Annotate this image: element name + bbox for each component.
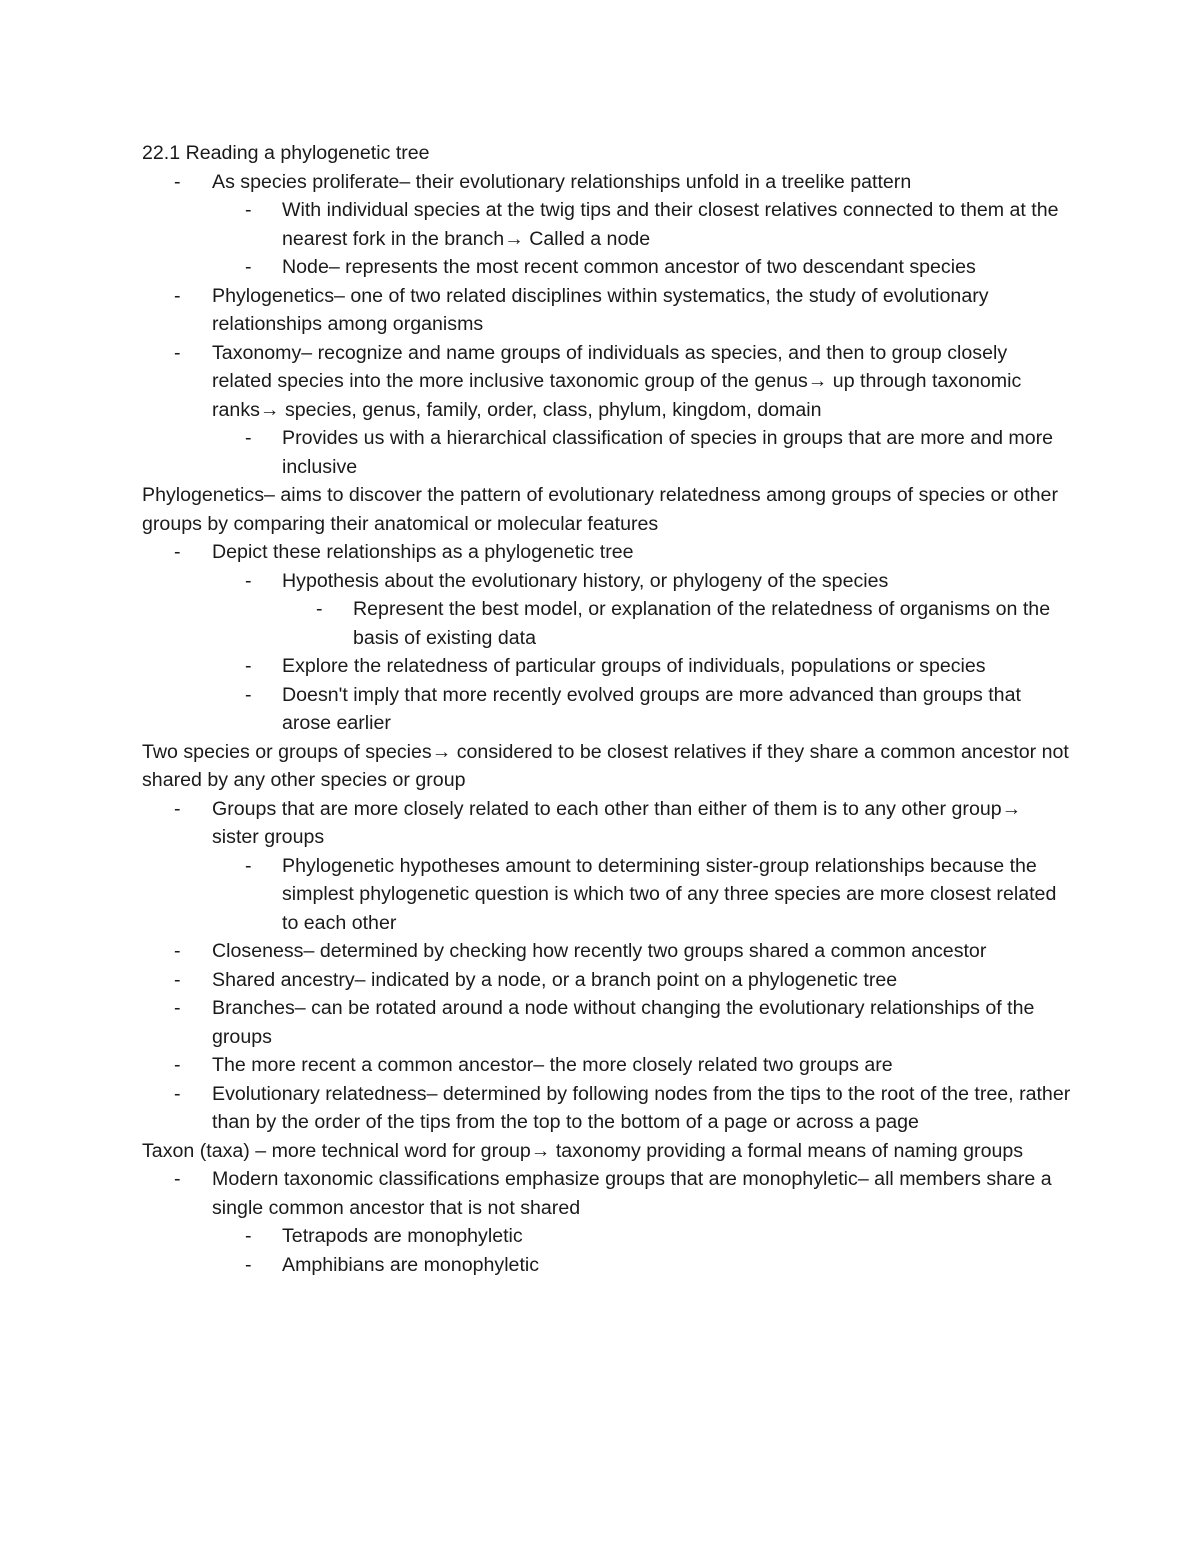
dash-bullet-icon: - bbox=[245, 569, 252, 592]
bullet-item bbox=[142, 937, 1072, 966]
line-text: Phylogenetic hypotheses amount to determining sister-group relationships because the simplest phylogenetic question is which two of any three species are more closest related to each other bbox=[282, 854, 1057, 934]
dash-bullet-icon: - bbox=[174, 968, 181, 991]
dash-bullet-icon: - bbox=[245, 256, 252, 278]
line-text: Closeness– determined by checking how recently two groups shared a common ancestor bbox=[212, 940, 987, 962]
line-text: Amphibians are monophyletic bbox=[282, 1253, 540, 1276]
paragraph bbox=[142, 139, 1072, 168]
line-text: Tetrapods are monophyletic bbox=[282, 1225, 523, 1247]
paragraph bbox=[142, 738, 1072, 795]
line-text: Shared ancestry– indicated by a node, or a branch point on a phylogenetic tree bbox=[212, 968, 898, 991]
bullet-item bbox=[142, 168, 1072, 197]
dash-bullet-icon: - bbox=[174, 541, 181, 563]
line-text: Taxonomy– recognize and name groups of individuals as species, and then to group closely related species into the more inclusive taxonomic group of the genus→ up through taxonomic ranks→ species, genus, family, order, class, phylum, kingdom, domain bbox=[212, 341, 1022, 421]
bullet-item bbox=[142, 1080, 1072, 1137]
dash-bullet-icon: - bbox=[174, 1082, 181, 1105]
line-text: Taxon (taxa) – more technical word for group→ taxonomy providing a formal means of naming groups bbox=[142, 1139, 1024, 1162]
line-text: Explore the relatedness of particular groups of individuals, populations or species bbox=[282, 655, 986, 677]
bullet-item bbox=[142, 681, 1072, 738]
bullet-item bbox=[142, 282, 1072, 339]
bullet-item bbox=[142, 795, 1072, 852]
dash-bullet-icon: - bbox=[245, 683, 252, 706]
dash-bullet-icon: - bbox=[245, 1253, 252, 1276]
dash-bullet-icon: - bbox=[174, 997, 181, 1019]
bullet-item bbox=[142, 994, 1072, 1051]
bullet-item bbox=[142, 339, 1072, 425]
dash-bullet-icon: - bbox=[245, 854, 252, 877]
line-text: 22.1 Reading a phylogenetic tree bbox=[142, 142, 430, 164]
bullet-item bbox=[142, 1051, 1072, 1080]
bullet-item bbox=[142, 852, 1072, 938]
dash-bullet-icon: - bbox=[245, 199, 252, 221]
line-text: Node– represents the most recent common ancestor of two descendant species bbox=[282, 256, 976, 278]
document-body bbox=[142, 139, 1072, 1279]
paragraph bbox=[142, 481, 1072, 538]
line-text: Depict these relationships as a phylogenetic tree bbox=[212, 541, 634, 563]
bullet-item bbox=[142, 595, 1072, 652]
dash-bullet-icon: - bbox=[174, 170, 181, 193]
bullet-item bbox=[142, 1222, 1072, 1251]
bullet-item bbox=[142, 567, 1072, 596]
line-text: Branches– can be rotated around a node without changing the evolutionary relationships of the groups bbox=[212, 997, 1035, 1048]
dash-bullet-icon: - bbox=[245, 655, 252, 677]
bullet-item bbox=[142, 196, 1072, 253]
dash-bullet-icon: - bbox=[174, 1168, 181, 1190]
line-text: Groups that are more closely related to each other than either of them is to any other group→ sister groups bbox=[212, 797, 1022, 848]
line-text: Two species or groups of species→ considered to be closest relatives if they share a common ancestor not shared by any other species or group bbox=[142, 740, 1069, 791]
paragraph bbox=[142, 1137, 1072, 1166]
line-text: Provides us with a hierarchical classification of species in groups that are more and more inclusive bbox=[282, 427, 1054, 478]
line-text: With individual species at the twig tips and their closest relatives connected to them at the nearest fork in the branch→ Called a node bbox=[282, 199, 1059, 250]
dash-bullet-icon: - bbox=[174, 797, 181, 820]
line-text: Represent the best model, or explanation of the relatedness of organisms on the basis of existing data bbox=[353, 598, 1051, 649]
line-text: Doesn't imply that more recently evolved groups are more advanced than groups that arose earlier bbox=[282, 683, 1021, 734]
line-text: As species proliferate– their evolutionary relationships unfold in a treelike pattern bbox=[212, 170, 912, 193]
bullet-item bbox=[142, 253, 1072, 282]
bullet-item bbox=[142, 538, 1072, 567]
bullet-item bbox=[142, 652, 1072, 681]
bullet-item bbox=[142, 1165, 1072, 1222]
line-text: Evolutionary relatedness– determined by following nodes from the tips to the root of the tree, rather than by the order of the tips from the top to the bottom of a page or across a page bbox=[212, 1082, 1071, 1133]
line-text: Hypothesis about the evolutionary history, or phylogeny of the species bbox=[282, 569, 889, 592]
dash-bullet-icon: - bbox=[245, 1225, 252, 1247]
line-text: Modern taxonomic classifications emphasize groups that are monophyletic– all members share a single common ancestor that is not shared bbox=[212, 1168, 1052, 1219]
dash-bullet-icon: - bbox=[174, 1054, 181, 1076]
line-text: The more recent a common ancestor– the more closely related two groups are bbox=[212, 1054, 893, 1076]
line-text: Phylogenetics– one of two related disciplines within systematics, the study of evolutionary relationships among organisms bbox=[212, 284, 989, 335]
dash-bullet-icon: - bbox=[245, 427, 252, 449]
dash-bullet-icon: - bbox=[174, 284, 181, 307]
dash-bullet-icon: - bbox=[174, 940, 181, 962]
dash-bullet-icon: - bbox=[174, 341, 181, 364]
bullet-item bbox=[142, 424, 1072, 481]
bullet-item bbox=[142, 1251, 1072, 1280]
dash-bullet-icon: - bbox=[316, 598, 323, 620]
line-text: Phylogenetics– aims to discover the pattern of evolutionary relatedness among groups of species or other groups by comparing their anatomical or molecular features bbox=[142, 484, 1058, 535]
bullet-item bbox=[142, 966, 1072, 995]
